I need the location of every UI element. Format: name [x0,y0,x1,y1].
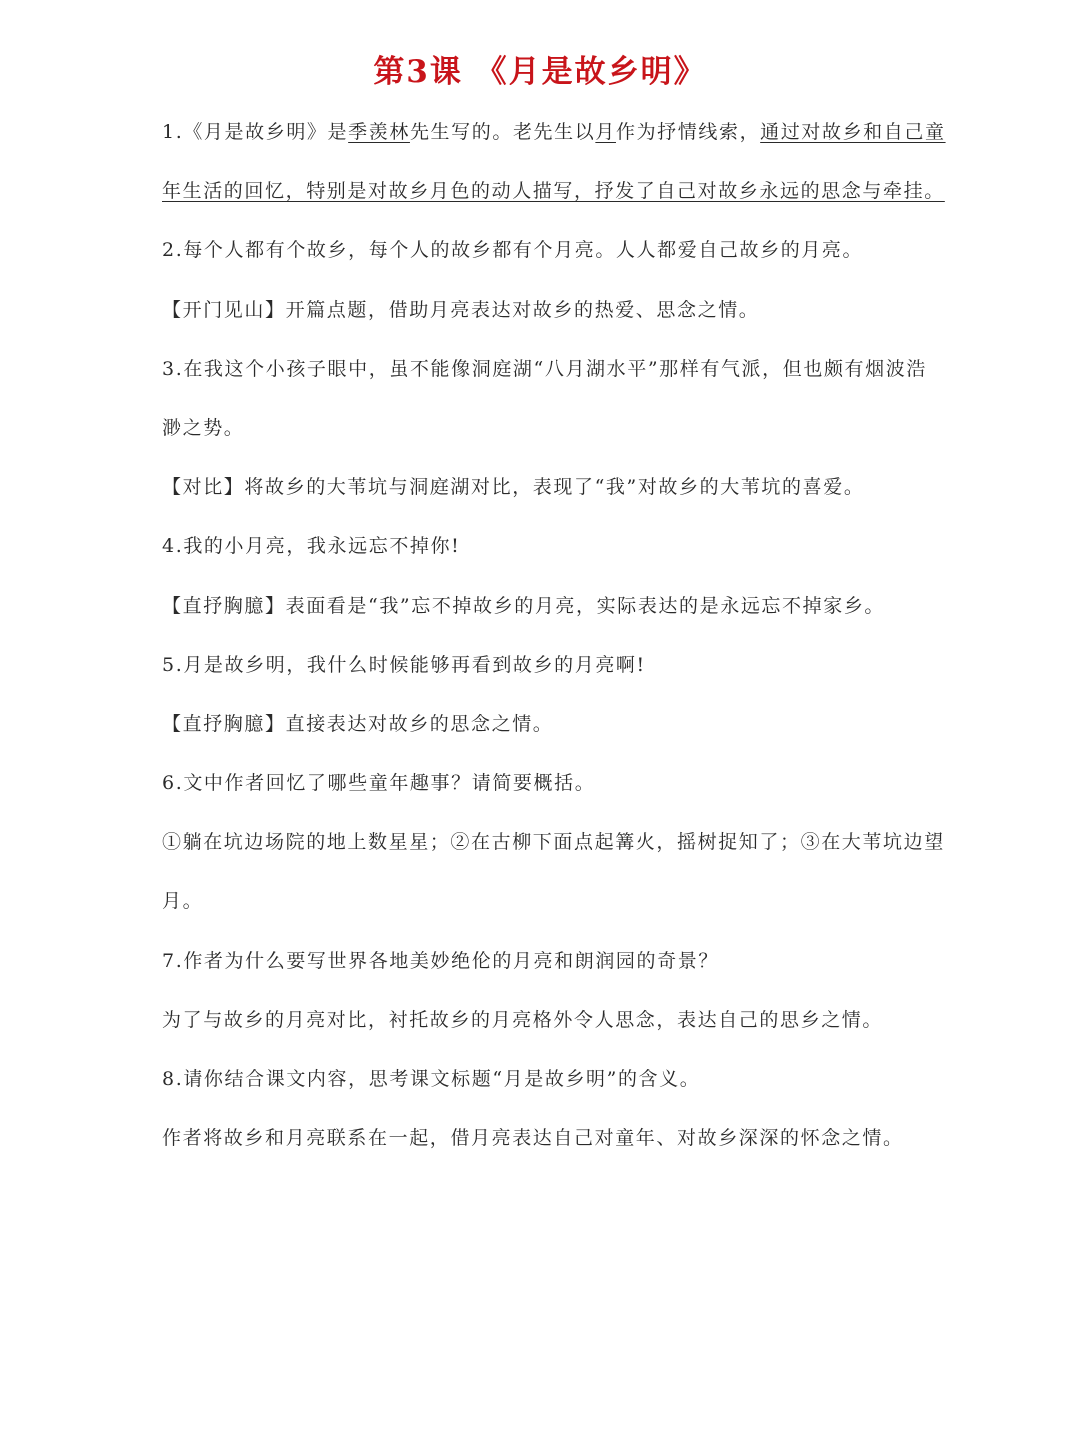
underlined-clue: 月 [595,121,616,143]
paragraph-line: 3.在我这个小孩子眼中，虽不能像洞庭湖“八月湖水平”那样有气派，但也颇有烟波浩 [162,357,927,380]
paragraph-line: ①躺在坑边场院的地上数星星；②在古柳下面点起篝火，摇树捉知了；③在大苇坑边望 [162,831,945,854]
text-run: 先生写的。老先生以 [409,121,596,143]
paragraph-line: 渺之势。 [162,416,245,439]
underlined-theme-end: 年生活的回忆，特别是对故乡月色的动人描写，抒发了自己对故乡永远的思念与牵挂。 [162,180,945,203]
page-title: 第3课 《月是故乡明》 [373,54,707,90]
paragraph-line: 6.文中作者回忆了哪些童年趣事？请简要概括。 [162,772,596,795]
paragraph-line: 【直抒胸臆】表面看是“我”忘不掉故乡的月亮，实际表达的是永远忘不掉家乡。 [162,594,886,617]
paragraph-line: 8.请你结合课文内容，思考课文标题“月是故乡明”的含义。 [162,1068,701,1090]
paragraph-line: 【直抒胸臆】直接表达对故乡的思念之情。 [162,712,554,735]
paragraph-line: 月。 [162,890,204,913]
paragraph-line: 作者将故乡和月亮联系在一起，借月亮表达自己对童年、对故乡深深的怀念之情。 [162,1127,904,1150]
paragraph-line: 7.作者为什么要写世界各地美妙绝伦的月亮和朗润园的奇景？ [162,949,719,972]
text-run: 1.《月是故乡明》是 [162,121,349,143]
paragraph-line: 5.月是故乡明，我什么时候能够再看到故乡的月亮啊! [162,653,646,676]
paragraph-line: 2.每个人都有个故乡，每个人的故乡都有个月亮。人人都爱自己故乡的月亮。 [162,239,864,262]
paragraph-line: 为了与故乡的月亮对比，衬托故乡的月亮格外令人思念，表达自己的思乡之情。 [162,1008,884,1031]
underlined-author: 季羡林 [348,121,410,143]
underlined-theme-start: 通过对故乡和自己童 [760,121,946,143]
text-run: 作为抒情线索， [615,121,761,143]
paragraph-line: 【开门见山】开篇点题，借助月亮表达对故乡的热爱、思念之情。 [162,298,760,321]
paragraph-line: 【对比】将故乡的大苇坑与洞庭湖对比，表现了“我”对故乡的大苇坑的喜爱。 [162,476,865,499]
paragraph-line: 4.我的小月亮，我永远忘不掉你! [162,535,461,558]
paragraph-line [162,162,945,221]
document-body [162,103,946,1168]
paragraph-line [162,103,946,162]
